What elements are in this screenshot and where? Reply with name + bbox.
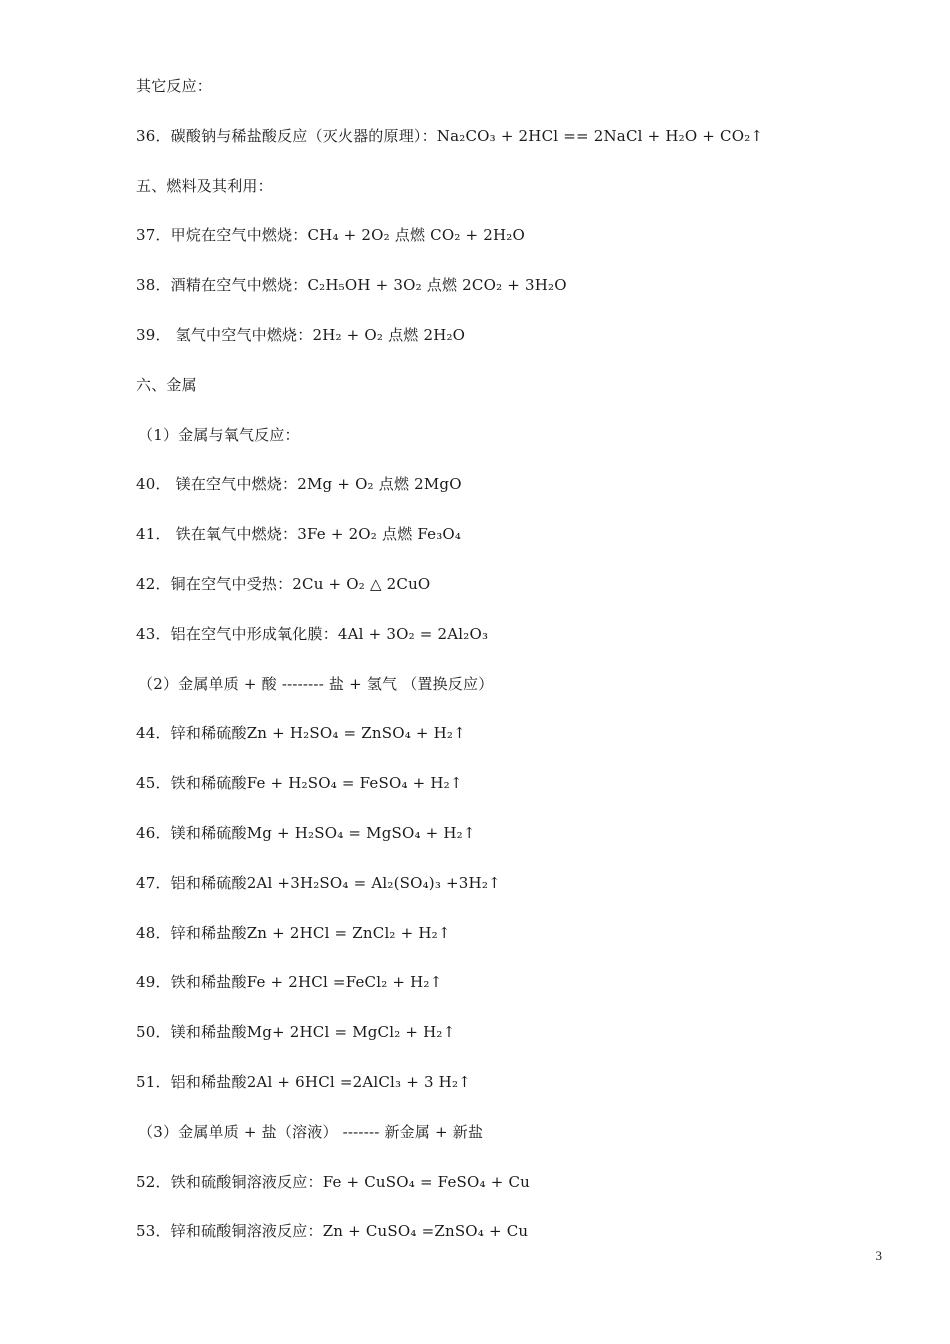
equation-52: 52．铁和硫酸铜溶液反应：Fe + CuSO₄ = FeSO₄ + Cu <box>136 1172 530 1191</box>
equation-45: 45．铁和稀硫酸Fe + H₂SO₄ = FeSO₄ + H₂↑ <box>136 774 463 793</box>
equation-47: 47．铝和稀硫酸2Al +3H₂SO₄ = Al₂(SO₄)₃ +3H₂↑ <box>136 873 501 892</box>
equation-38: 38．酒精在空气中燃烧：C₂H₅OH + 3O₂ 点燃 2CO₂ + 3H₂O <box>136 276 567 295</box>
equation-46: 46．镁和稀硫酸Mg + H₂SO₄ = MgSO₄ + H₂↑ <box>136 823 476 842</box>
equation-43: 43．铝在空气中形成氧化膜：4Al + 3O₂ = 2Al₂O₃ <box>136 624 489 643</box>
page-number: 3 <box>875 1248 882 1263</box>
equation-40: 40． 镁在空气中燃烧：2Mg + O₂ 点燃 2MgO <box>136 475 462 494</box>
equation-36: 36．碳酸钠与稀盐酸反应（灭火器的原理）：Na₂CO₃ + 2HCl == 2NaCl + H₂O + CO₂↑ <box>136 126 764 145</box>
section-heading-fuels: 五、燃料及其利用： <box>136 176 273 195</box>
equation-49: 49．铁和稀盐酸Fe + 2HCl =FeCl₂ + H₂↑ <box>136 973 443 992</box>
subsection-metal-salt: （3）金属单质 + 盐（溶液） ------- 新金属 + 新盐 <box>138 1122 484 1141</box>
equation-51: 51．铝和稀盐酸2Al + 6HCl =2AlCl₃ + 3 H₂↑ <box>136 1072 471 1091</box>
subsection-metal-acid: （2）金属单质 + 酸 -------- 盐 + 氢气 （置换反应） <box>138 674 494 693</box>
equation-37: 37．甲烷在空气中燃烧：CH₄ + 2O₂ 点燃 CO₂ + 2H₂O <box>136 226 525 245</box>
equation-44: 44．锌和稀硫酸Zn + H₂SO₄ = ZnSO₄ + H₂↑ <box>136 724 466 743</box>
equation-39: 39． 氢气中空气中燃烧：2H₂ + O₂ 点燃 2H₂O <box>136 325 466 344</box>
equation-42: 42．铜在空气中受热：2Cu + O₂ △ 2CuO <box>136 574 431 593</box>
equation-53: 53．锌和硫酸铜溶液反应：Zn + CuSO₄ =ZnSO₄ + Cu <box>136 1222 529 1241</box>
section-heading-other-reactions: 其它反应： <box>136 77 213 95</box>
equation-48: 48．锌和稀盐酸Zn + 2HCl = ZnCl₂ + H₂↑ <box>136 923 451 942</box>
subsection-metal-oxygen: （1）金属与氧气反应： <box>138 425 300 444</box>
equation-41: 41． 铁在氧气中燃烧：3Fe + 2O₂ 点燃 Fe₃O₄ <box>136 525 462 544</box>
equation-50: 50．镁和稀盐酸Mg+ 2HCl = MgCl₂ + H₂↑ <box>136 1023 456 1042</box>
section-heading-metals: 六、金属 <box>136 375 197 394</box>
document-body <box>136 73 896 1268</box>
